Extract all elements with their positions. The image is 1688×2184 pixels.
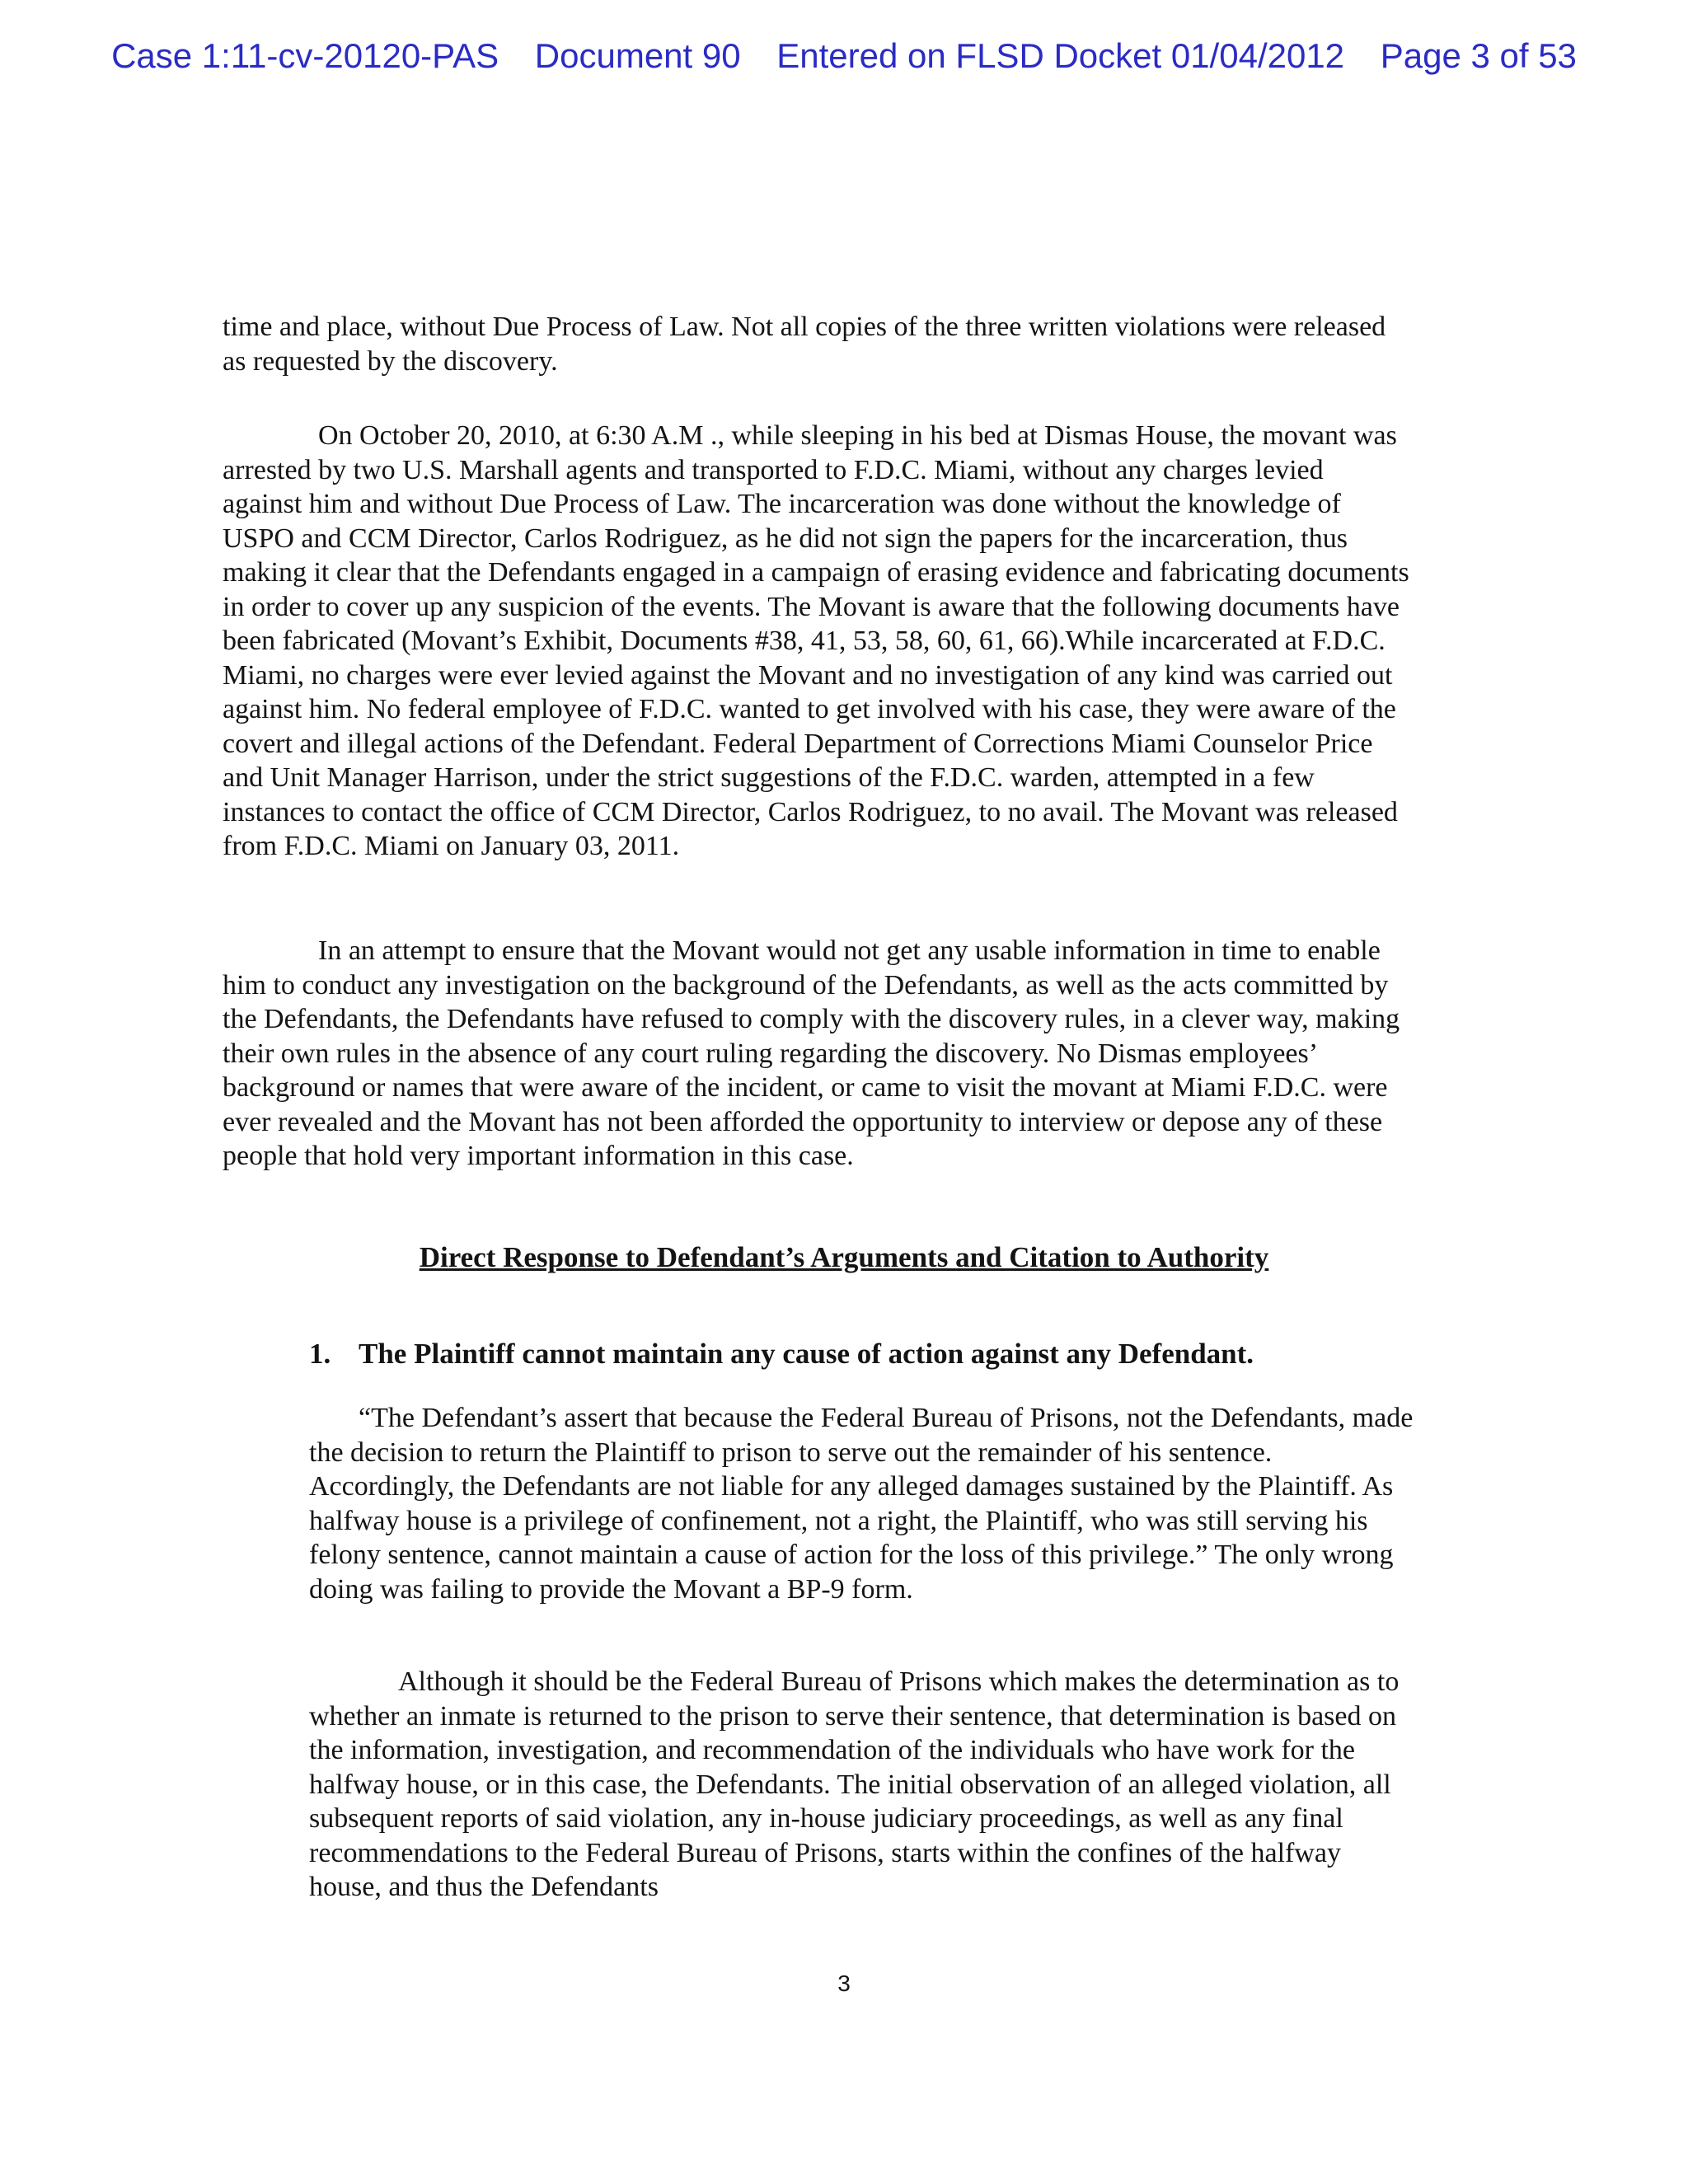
argument-number: 1.: [309, 1338, 331, 1370]
paragraph-continued: [223, 310, 1409, 378]
paragraph-quote: [309, 1401, 1418, 1606]
paragraph-text: In an attempt to ensure that the Movant would not get any usable information in time to enable him to conduct any investigation on the background of the Defendants, as well as the acts committed by the Defendants, the Defendants have refused to comply with the discovery rules, in a clever way, making their own rules in the absence of any court ruling regarding the discovery. No Dismas employees’ background or names that were aware of the incident, or came to visit the movant at Miami F.D.C. were ever revealed and the Movant has not been afforded the opportunity to interview or depose any of these people that hold very important information in this case.: [223, 935, 1400, 1171]
page-count: Page 3 of 53: [1380, 36, 1577, 75]
paragraph-text: On October 20, 2010, at 6:30 A.M ., while sleeping in his bed at Dismas House, the movant was arrested by two U.S. Marshall agents and transported to F.D.C. Miami, without any charges levied against him and without Due Process of Law. The incarceration was done without the knowledge of USPO and CCM Director, Carlos Rodriguez, as he did not sign the papers for the incarceration, thus making it clear that the Defendants engaged in a campaign of erasing evidence and fabricating documents in order to cover up any suspicion of the events. The Movant is aware that the following documents have been fabricated (Movant’s Exhibit, Documents #38, 41, 53, 58, 60, 61, 66).While incarcerated at F.D.C. Miami, no charges were ever levied against the Movant and no investigation of any kind was carried out against him. No federal employee of F.D.C. wanted to get involved with his case, they were aware of the covert and illegal actions of the Defendant. Federal Department of Corrections Miami Counselor Price and Unit Manager Harrison, under the strict suggestions of the F.D.C. warden, attempted in a few instances to contact the office of CCM Director, Carlos Rodriguez, to no avail. The Movant was released from F.D.C. Miami on January 03, 2011.: [223, 420, 1409, 861]
paragraph-text: time and place, without Due Process of Law. Not all copies of the three written violations were released as requested by the discovery.: [223, 312, 1386, 377]
docket-header-stamp: [0, 36, 1688, 76]
paragraph-discovery: [223, 934, 1409, 1174]
argument-heading: [309, 1338, 1479, 1371]
paragraph-arrest: [223, 419, 1409, 864]
docket-entry: Entered on FLSD Docket 01/04/2012: [776, 36, 1345, 75]
paragraph-text: “The Defendant’s assert that because the Federal Bureau of Prisons, not the Defendants, made the decision to return the Plaintiff to prison to serve out the remainder of his sentence. Accordingly, the Defendants are not liable for any alleged damages sustained by the Plaintiff. As halfway house is a privilege of confinement, not a right, the Plaintiff, who was still serving his felony sentence, cannot maintain a cause of action for the loss of this privilege.” The only wrong doing was failing to provide the Movant a BP-9 form.: [309, 1403, 1414, 1605]
paragraph-determination: [309, 1665, 1418, 1905]
page-number: 3: [837, 1971, 851, 1996]
paragraph-text: Although it should be the Federal Bureau of Prisons which makes the determination as to whether an inmate is returned to the prison to serve their sentence, that determination is based on the information, investigation, and recommendation of the individuals who have work for the halfway house, or in this case, the Defendants. The initial observation of an alleged violation, all subsequent reports of said violation, any in-house judiciary proceedings, as well as any final recommendations to the Federal Bureau of Prisons, starts within the confines of the halfway house, and thus the Defendants: [309, 1666, 1400, 1902]
section-heading: Direct Response to Defendant’s Arguments and Citation to Authority: [419, 1241, 1269, 1273]
argument-title: The Plaintiff cannot maintain any cause of action against any Defendant.: [359, 1338, 1254, 1370]
document-number: Document 90: [534, 36, 741, 75]
case-number: Case 1:11-cv-20120-PAS: [111, 36, 499, 75]
